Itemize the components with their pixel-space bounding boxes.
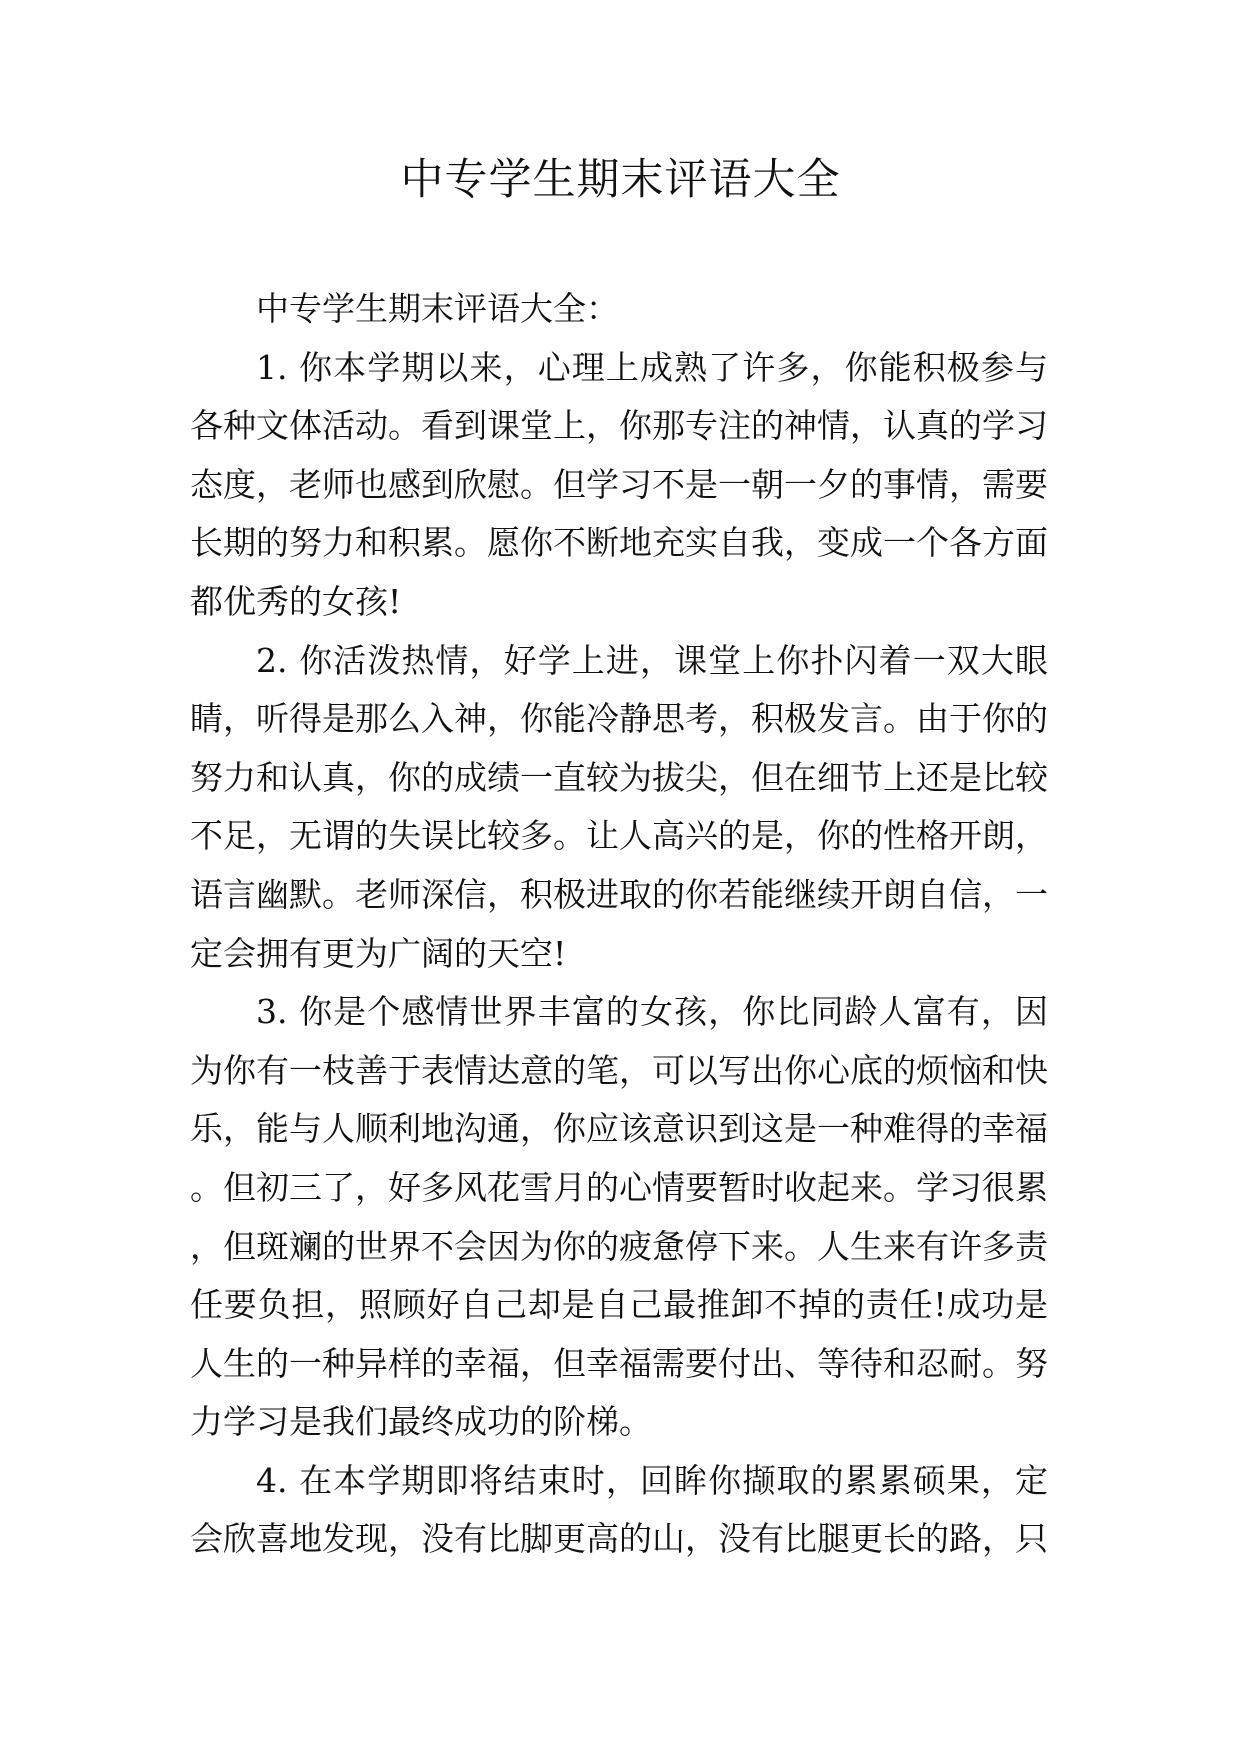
document-title: 中专学生期末评语大全 <box>400 155 841 205</box>
document-body <box>190 280 1048 1569</box>
comment-paragraph-1: 1. 你本学期以来，心理上成熟了许多，你能积极参与各种文体活动。看到课堂上，你那专注的神情，认真的学习态度，老师也感到欣慰。但学习不是一朝一夕的事情，需要长期的努力和积累。愿你不断地充实自我，变成一个各方面都优秀的女孩! <box>190 347 1048 621</box>
comment-paragraph-2: 2. 你活泼热情，好学上进，课堂上你扑闪着一双大眼睛，听得是那么入神，你能冷静思考，积极发言。由于你的努力和认真，你的成绩一直较为拔尖，但在细节上还是比较不足，无谓的失误比较多。让人高兴的是，你的性格开朗，语言幽默。老师深信，积极进取的你若能继续开朗自信，一定会拥有更为广阔的天空! <box>190 640 1048 973</box>
intro-paragraph: 中专学生期末评语大全： <box>256 289 619 328</box>
comment-paragraph-4: 4. 在本学期即将结束时，回眸你撷取的累累硕果，定会欣喜地发现，没有比脚更高的山，没有比腿更长的路，只 <box>190 1460 1048 1559</box>
comment-paragraph-3: 3. 你是个感情世界丰富的女孩，你比同龄人富有，因为你有一枝善于表情达意的笔，可以写出你心底的烦恼和快乐，能与人顺利地沟通，你应该意识到这是一种难得的幸福。但初三了，好多风花雪月的心情要暂时收起来。学习很累，但斑斓的世界不会因为你的疲惫停下来。人生来有许多责任要负担，照顾好自己却是自己最推卸不掉的责任!成功是人生的一种异样的幸福，但幸福需要付出、等待和忍耐。努力学习是我们最终成功的阶梯。 <box>190 992 1048 1442</box>
